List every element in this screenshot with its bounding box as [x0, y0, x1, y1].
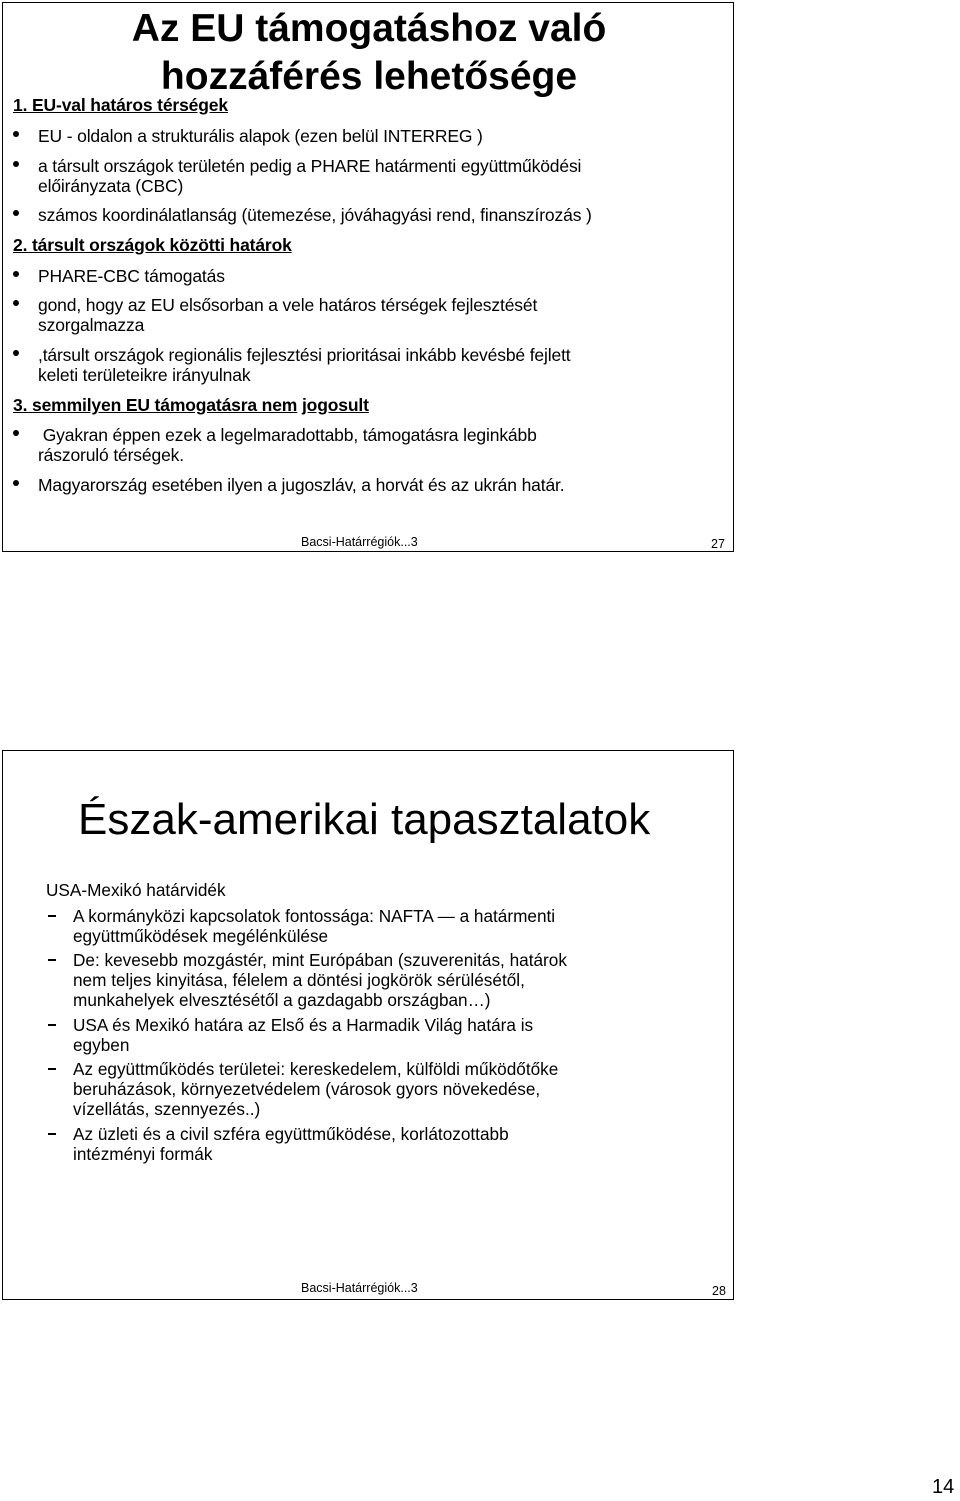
slide-27 — [2, 2, 734, 552]
bullet-2-line2: nem teljes kinyitása, félelem a döntési jogkörök sérülésétől, — [73, 970, 525, 990]
bullet-6-line2: keleti területeikre irányulnak — [38, 365, 251, 385]
slide-number: 28 — [712, 1284, 726, 1298]
section-heading-2: 2. társult országok közötti határok — [13, 235, 292, 255]
bullet-dash-icon — [48, 1133, 56, 1135]
bullet-6-line1: ,társult országok regionális fejlesztési prioritásai inkább kevésbé fejlett — [38, 345, 571, 365]
section-heading-3-part2: jogosult — [301, 395, 369, 415]
bullet-5-line2: intézményi formák — [73, 1144, 213, 1164]
bullet-5-line1: Az üzleti és a civil szféra együttműködése, korlátozottabb — [73, 1124, 509, 1144]
page-number: 14 — [932, 1476, 955, 1498]
slide-footer: Bacsi-Határrégiók...3 — [301, 1281, 418, 1295]
bullet-7-line2: rászoruló térségek. — [38, 445, 184, 465]
bullet-dot-icon — [13, 210, 19, 216]
bullet-2-line3: munkahelyek elvesztésétől a gazdagabb országban…) — [73, 990, 491, 1010]
bullet-1-line2: együttműködések megélénkülése — [73, 926, 329, 946]
slide-title-line1: Az EU támogatáshoz való — [131, 7, 607, 50]
bullet-1-line1: A kormányközi kapcsolatok fontossága: NAFTA — a határmenti — [73, 906, 556, 926]
bullet-dash-icon — [48, 1024, 56, 1026]
bullet-5-line2: szorgalmazza — [38, 315, 145, 335]
slide-number: 27 — [711, 537, 725, 551]
bullet-dash-icon — [48, 1068, 56, 1070]
section-heading-1: 1. EU-val határos térségek — [13, 95, 228, 115]
bullet-dot-icon — [13, 300, 19, 306]
bullet-2-line2: előirányzata (CBC) — [38, 176, 184, 196]
slide-28 — [2, 750, 734, 1300]
bullet-3-line1: USA és Mexikó határa az Első és a Harmadik Világ határa is — [73, 1015, 534, 1035]
bullet-3-line2: egyben — [73, 1035, 130, 1055]
bullet-dot-icon — [13, 131, 19, 137]
bullet-2-line1: a társult országok területén pedig a PHARE határmenti együttműködési — [38, 156, 582, 176]
bullet-5-line1: gond, hogy az EU elsősorban a vele határos térségek fejlesztését — [38, 295, 538, 315]
bullet-7-line1: Gyakran éppen ezek a legelmaradottabb, támogatásra leginkább — [38, 425, 537, 445]
slide-footer: Bacsi-Határrégiók...3 — [301, 535, 418, 549]
bullet-dot-icon — [13, 271, 19, 277]
bullet-2-line1: De: kevesebb mozgástér, mint Európában (szuverenitás, határok — [73, 950, 567, 970]
section-heading-3 — [13, 396, 369, 415]
bullet-dot-icon — [13, 350, 19, 356]
bullet-dot-icon — [13, 480, 19, 486]
bullet-4-line2: beruházások, környezetvédelem (városok gyors növekedése, — [73, 1079, 541, 1099]
bullet-dot-icon — [13, 430, 19, 436]
section-heading-3-part1: 3. semmilyen EU támogatásra nem — [13, 395, 298, 415]
bullet-dash-icon — [48, 915, 56, 917]
bullet-4-line3: vízellátás, szennyezés..) — [73, 1099, 261, 1119]
bullet-4-line1: Az együttműködés területei: kereskedelem, külföldi működőtőke — [73, 1059, 559, 1079]
bullet-3: számos koordinálatlanság (ütemezése, jóváhagyási rend, finanszírozás ) — [38, 205, 592, 225]
bullet-8: Magyarország esetében ilyen a jugoszláv, a horvát és az ukrán határ. — [38, 475, 565, 495]
slide-title-line2: hozzáférés lehetősége — [160, 55, 578, 98]
bullet-1: EU - oldalon a strukturális alapok (ezen belül INTERREG ) — [38, 126, 483, 146]
bullet-dash-icon — [48, 959, 56, 961]
bullet-dot-icon — [13, 161, 19, 167]
slide-title: Észak-amerikai tapasztalatok — [78, 795, 651, 844]
bullet-4: PHARE-CBC támogatás — [38, 266, 225, 286]
subheading: USA-Mexikó határvidék — [46, 880, 226, 900]
